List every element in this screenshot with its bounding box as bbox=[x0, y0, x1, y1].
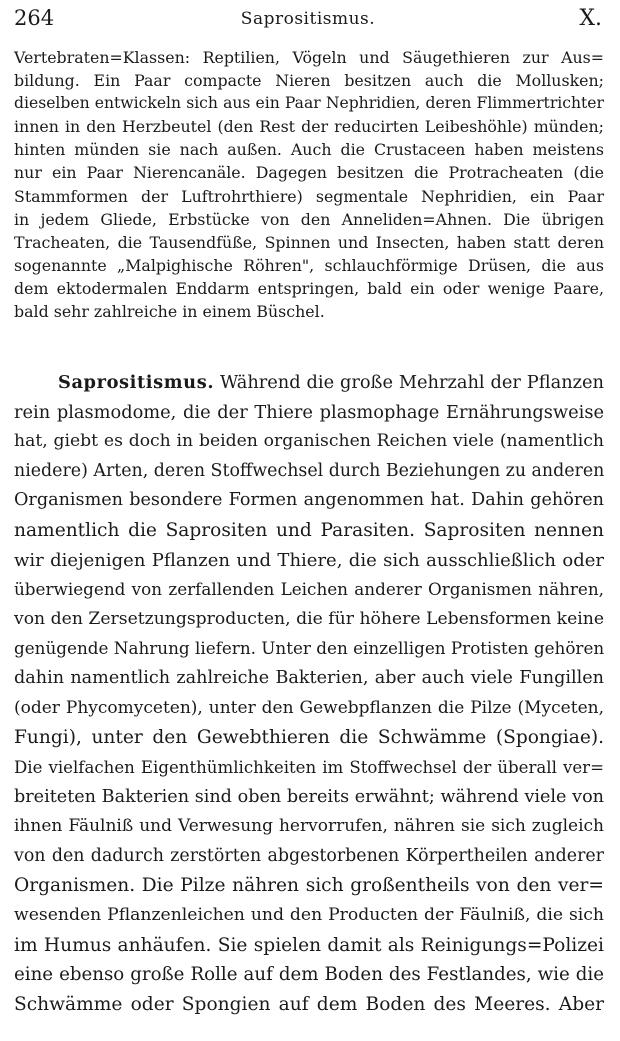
text-line: dahin namentlich zahlreiche Bakterien, aber auch viele Fungillen bbox=[14, 668, 604, 689]
text-line: rein plasmodome, die der Thiere plasmophage Ernährungsweise bbox=[14, 401, 604, 423]
text-line: namentlich die Saprositen und Parasiten. Saprositen nennen bbox=[14, 520, 604, 542]
text-line: Fungi), unter den Gewebthieren die Schwämme (Spongiae). bbox=[14, 727, 604, 749]
text-line: Schwämme oder Spongien auf dem Boden des Meeres. Aber bbox=[14, 993, 604, 1015]
text-line: Stammformen der Luftrohrthiere) segmentale Nephridien, ein Paar bbox=[14, 186, 604, 206]
paragraph-first-line bbox=[14, 368, 604, 398]
text-line: Die vielfachen Eigenthümlichkeiten im Stoffwechsel der überall ver= bbox=[14, 757, 604, 777]
text-line: dieselben entwickeln sich aus ein Paar Nephridien, deren Flimmertrichter bbox=[14, 94, 604, 113]
text-line: Vertebraten=Klassen: Reptilien, Vögeln und Säugethieren zur Aus= bbox=[14, 48, 604, 67]
running-title: Saprositismus. bbox=[240, 9, 376, 29]
text-line: nur ein Paar Nierencanäle. Dagegen besitzen die Protracheaten (die bbox=[14, 163, 604, 183]
text-line: (oder Phycomyceten), unter den Gewebpflanzen die Pilze (Myceten, bbox=[14, 697, 604, 718]
chapter-number: X. bbox=[579, 6, 602, 31]
text-line: breiteten Bakterien sind oben bereits erwähnt; während viele von bbox=[14, 786, 604, 807]
running-header bbox=[14, 6, 602, 36]
text-line: dem ektodermalen Enddarm entspringen, bald ein oder wenige Paare, bbox=[14, 278, 604, 298]
paragraph-saprositismus bbox=[14, 368, 604, 1019]
text-line: bald sehr zahlreiche in einem Büschel. bbox=[14, 302, 325, 322]
text-line: eine ebenso große Rolle auf dem Boden des Festlandes, wie die bbox=[14, 964, 604, 986]
text-line: bildung. Ein Paar compacte Nieren besitzen auch die Mollusken; bbox=[14, 71, 604, 91]
text-line: wir diejenigen Pflanzen und Thiere, die sich ausschließlich oder bbox=[14, 549, 604, 571]
text-line: innen in den Herzbeutel (den Rest der reducirten Leibeshöhle) münden; bbox=[14, 117, 604, 137]
text-line: sogenannte „Malpighische Röhren", schlauchförmige Drüsen, die aus bbox=[14, 255, 604, 275]
text-line: von den Zersetzungsproducten, die für höhere Lebensformen keine bbox=[14, 608, 604, 629]
text-line: in jedem Gliede, Erbstücke von den Anneliden=Ahnen. Die übrigen bbox=[14, 209, 604, 229]
text-line: von den dadurch zerstörten abgestorbenen Körpertheilen anderer bbox=[14, 845, 604, 866]
text-line: Tracheaten, die Tausendfüße, Spinnen und Insecten, haben statt deren bbox=[14, 232, 604, 252]
text-line: wesenden Pflanzenleichen und den Producten der Fäulniß, die sich bbox=[14, 904, 604, 925]
text-line: niedere) Arten, deren Stoffwechsel durch Beziehungen zu anderen bbox=[14, 460, 605, 481]
text-line: Organismen besondere Formen angenommen hat. Dahin gehören bbox=[14, 490, 604, 511]
text-line: Organismen. Die Pilze nähren sich großentheils von den ver= bbox=[14, 875, 604, 897]
paragraph-nephridia bbox=[14, 46, 604, 323]
text-line: ihnen Fäulniß und Verwesung hervorrufen, nähren sie sich zugleich bbox=[14, 816, 604, 837]
section-heading: Saprositismus. bbox=[58, 372, 215, 393]
text-line: im Humus anhäufen. Sie spielen damit als Reinigungs=Polizei bbox=[14, 934, 604, 956]
text-line: genügende Nahrung liefern. Unter den einzelligen Protisten gehören bbox=[14, 638, 605, 659]
page-number: 264 bbox=[14, 6, 55, 30]
text-line: hinten münden sie nach außen. Auch die Crustaceen haben meistens bbox=[14, 140, 604, 160]
text-line: hat, giebt es doch in beiden organischen Reichen viele (namentlich bbox=[14, 431, 604, 452]
text-line: überwiegend von zerfallenden Leichen anderer Organismen nähren, bbox=[14, 579, 604, 600]
text-line: Während die große Mehrzahl der Pflanzen bbox=[220, 372, 604, 393]
